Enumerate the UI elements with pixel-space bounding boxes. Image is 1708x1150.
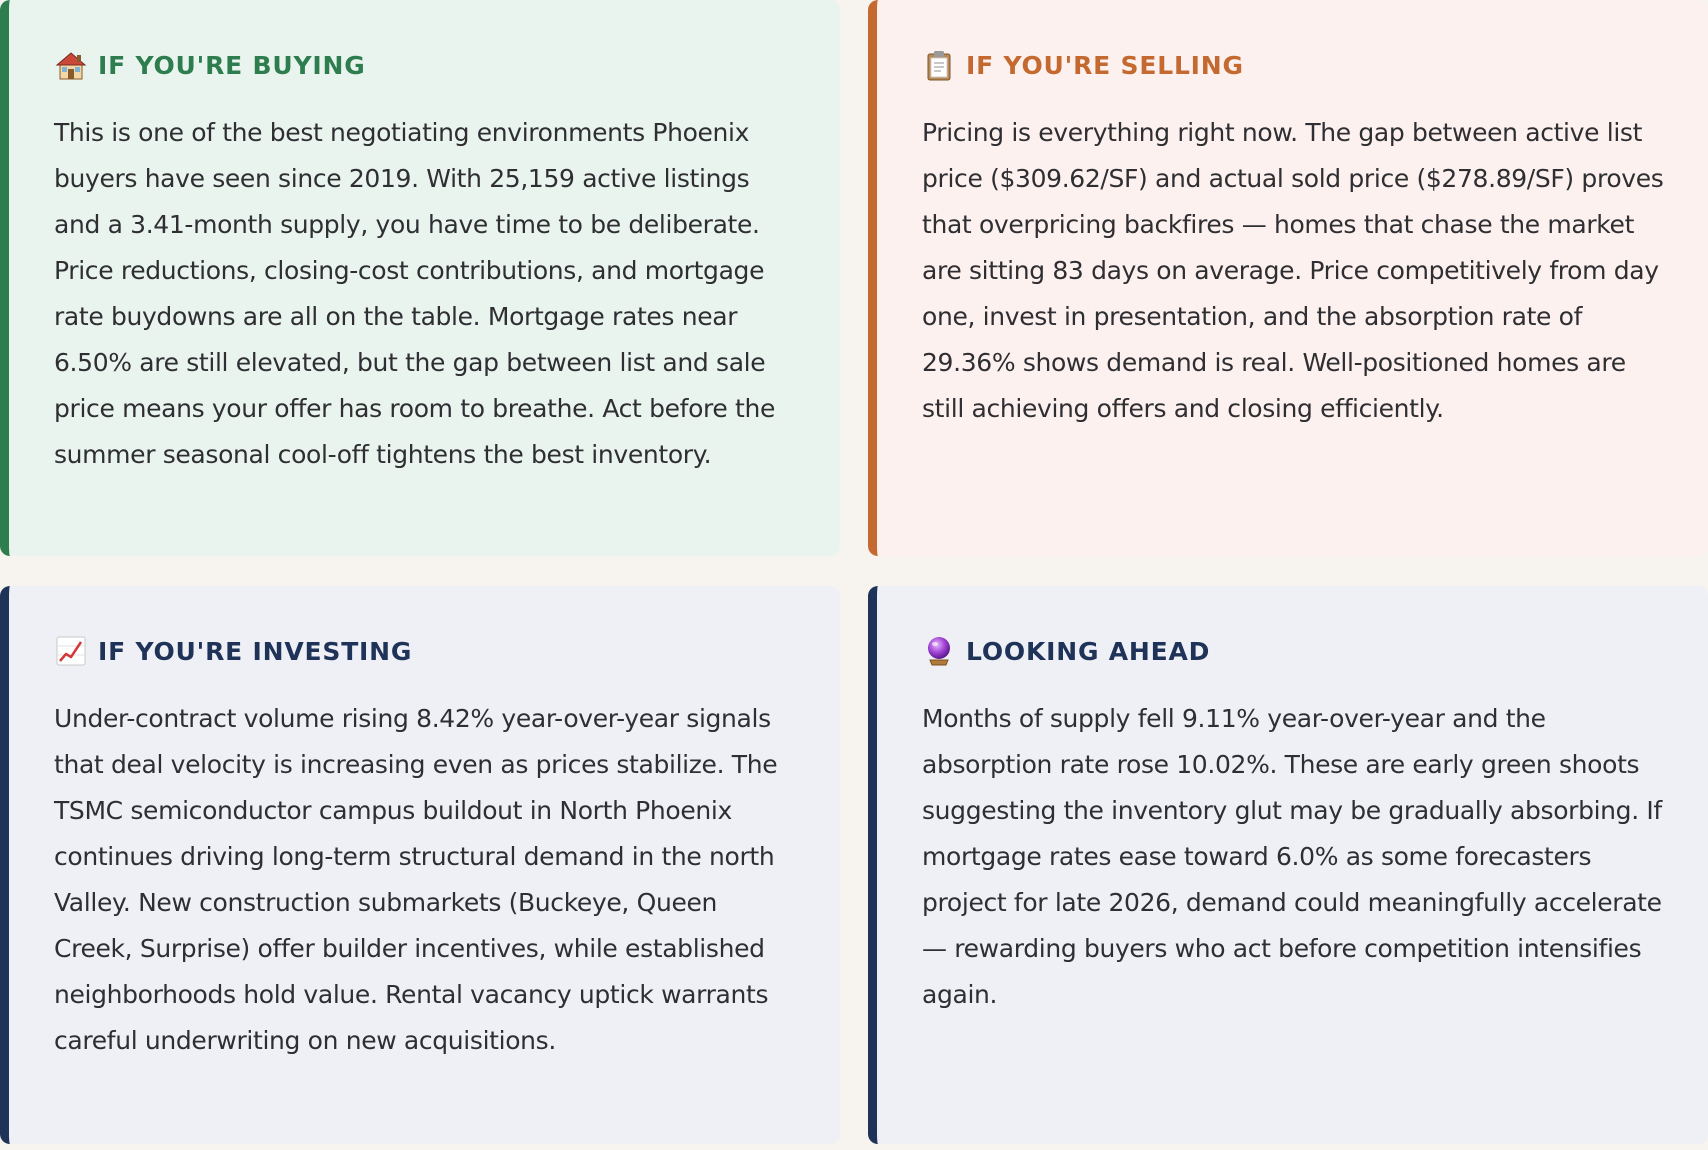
looking-ahead-card-header: [922, 634, 1668, 668]
chart-increasing-icon: [54, 634, 88, 668]
buying-card-header: [54, 48, 800, 82]
house-icon: [54, 48, 88, 82]
investing-card-header: [54, 634, 800, 668]
investing-card-body: Under-contract volume rising 8.42% year-over-year signals that deal velocity is increasing even as prices stabilize. The TSMC semiconductor campus buildout in North Phoenix continues driving long-term structural demand in the north Valley. New construction submarkets (Buckeye, Queen Creek, Surprise) offer builder incentives, while established neighborhoods hold value. Rental vacancy uptick warrants careful underwriting on new acquisitions.: [54, 704, 778, 1055]
looking-ahead-card-title: LOOKING AHEAD: [966, 636, 1211, 666]
clipboard-icon: [922, 48, 956, 82]
selling-card-title: IF YOU'RE SELLING: [966, 50, 1244, 80]
investing-card-title: IF YOU'RE INVESTING: [98, 636, 413, 666]
looking-ahead-card: [868, 586, 1708, 1144]
selling-card: [868, 0, 1708, 556]
buying-card-body: This is one of the best negotiating environments Phoenix buyers have seen since 2019. With 25,159 active listings and a 3.41-month supply, you have time to be deliberate. Price reductions, closing-cost contributions, and mortgage rate buydowns are all on the table. Mortgage rates near 6.50% are still elevated, but the gap between list and sale price means your offer has room to breathe. Act before the summer seasonal cool-off tightens the best inventory.: [54, 118, 776, 469]
buying-card-title: IF YOU'RE BUYING: [98, 50, 366, 80]
selling-card-body: Pricing is everything right now. The gap between active list price ($309.62/SF) and actual sold price ($278.89/SF) proves that overpricing backfires — homes that chase the market are sitting 83 days on average. Price competitively from day one, invest in presentation, and the absorption rate of 29.36% shows demand is real. Well-positioned homes are still achieving offers and closing efficiently.: [922, 118, 1664, 423]
selling-card-header: [922, 48, 1668, 82]
crystal-ball-icon: [922, 634, 956, 668]
investing-card: [0, 586, 840, 1144]
buying-card: [0, 0, 840, 556]
looking-ahead-card-body: Months of supply fell 9.11% year-over-year and the absorption rate rose 10.02%. These are early green shoots suggesting the inventory glut may be gradually absorbing. If mortgage rates ease toward 6.0% as some forecasters project for late 2026, demand could meaningfully accelerate — rewarding buyers who act before competition intensifies again.: [922, 704, 1662, 1009]
